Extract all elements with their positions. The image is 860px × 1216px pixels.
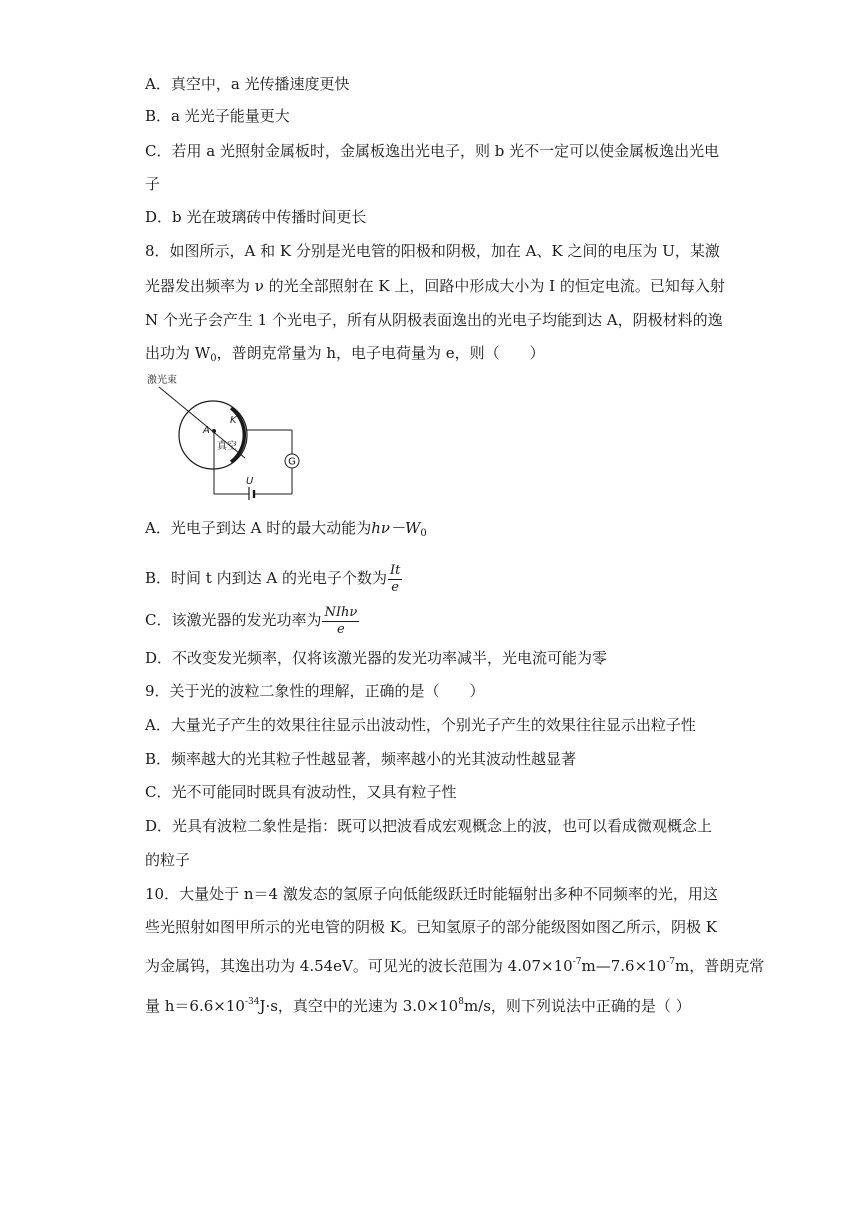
q8-option-b	[145, 560, 725, 596]
q8-option-a-expr: hν－W	[371, 519, 421, 537]
q9-option-d-line1: D．光具有波粒二象性是指：既可以把波看成宏观概念上的波，也可以看成微观概念上	[145, 817, 713, 835]
q9-stem: 9．关于光的波粒二象性的理解，正确的是（ ）	[145, 682, 485, 700]
q7-option-c-line2: 子	[145, 175, 161, 193]
q10-stem-line3	[145, 952, 765, 976]
q8-stem-line4-b: ，普朗克常量为 h，电子电荷量为 e，则（ ）	[216, 344, 545, 362]
q10-stem-line3-b: m—7.6×10	[581, 957, 667, 975]
q8-option-a-expr-sub: 0	[420, 528, 427, 539]
laser-beam-label: 激光束	[147, 375, 177, 386]
q10-stem-line3-c: m，普朗克常	[675, 957, 765, 975]
q7-option-c-line1: C．若用 a 光照射金属板时，金属板逸出光电子，则 b 光不一定可以使金属板逸出光电	[145, 142, 720, 160]
a-label: A	[203, 425, 210, 436]
g-label: G	[288, 456, 296, 468]
q8-option-c-fraction	[322, 605, 359, 638]
q8-option-c	[145, 602, 725, 638]
q8-stem-line4	[145, 343, 725, 369]
q9-option-a: A．大量光子产生的效果往往显示出波动性，个别光子产生的效果往往显示出粒子性	[145, 716, 696, 734]
q9-option-d-line2: 的粒子	[145, 851, 191, 869]
q8-option-d: D．不改变发光频率，仅将该激光器的发光功率减半，光电流可能为零	[145, 649, 608, 667]
q8-option-c-text: C．该激光器的发光功率为	[145, 611, 322, 629]
q7-option-a: A．真空中，a 光传播速度更快	[145, 75, 350, 93]
k-label: K	[230, 415, 237, 426]
q8-option-a	[145, 518, 725, 544]
u-label: U	[246, 476, 254, 487]
q9-option-b: B．频率越大的光其粒子性越显著，频率越小的光其波动性越显著	[145, 750, 577, 768]
q10-stem-line4-c: m/s，则下列说法中正确的是（ ）	[463, 997, 691, 1015]
q10-stem-line3-sup1: -7	[572, 957, 582, 967]
q8-stem-line4-sub: 0	[210, 353, 217, 364]
q10-stem-line4	[145, 992, 725, 1016]
q10-stem-line3-a: 为金属钨，其逸出功为 4.54eV。可见光的波长范围为 4.07×10	[145, 957, 573, 975]
q7-option-d: D．b 光在玻璃砖中传播时间更长	[145, 208, 367, 226]
q9-option-c: C．光不可能同时既具有波动性，又具有粒子性	[145, 783, 457, 801]
q7-option-b: B．a 光光子能量更大	[145, 107, 290, 125]
q8-option-b-numerator: It	[389, 562, 401, 578]
q8-stem-line2: 光器发出频率为 ν 的光全部照射在 K 上，回路中形成大小为 I 的恒定电流。已知每入射	[145, 277, 725, 295]
q8-option-b-denominator: e	[391, 579, 399, 595]
q10-stem-line4-sup1: -34	[244, 997, 260, 1007]
q10-stem-line2: 些光照射如图甲所示的光电管的阴极 K。已知氢原子的部分能级图如图乙所示，阴极 K	[145, 918, 717, 936]
q8-option-b-text: B．时间 t 内到达 A 的光电子个数为	[145, 569, 387, 587]
q8-option-c-denominator: e	[337, 621, 345, 637]
q10-stem-line3-sup2: -7	[666, 957, 675, 967]
q8-stem-line4-a: 出功为 W	[145, 344, 211, 362]
q10-stem-line4-sup2: 8	[458, 997, 464, 1007]
q10-stem-line4-a: 量 h＝6.6×10	[145, 997, 245, 1015]
q10-stem-line4-b: J·s，真空中的光速为 3.0×10	[259, 997, 459, 1015]
q10-stem-line1: 10．大量处于 n＝4 激发态的氢原子向低能级跃迁时能辐射出多种不同频率的光，用这	[145, 885, 718, 903]
q8-option-a-text: A．光电子到达 A 时的最大动能为	[145, 519, 372, 537]
q8-option-b-fraction	[388, 563, 402, 596]
q8-option-c-numerator: NIhν	[324, 604, 358, 620]
q8-stem-line1: 8．如图所示，A 和 K 分别是光电管的阳极和阴极，加在 A、K 之间的电压为 U，某激	[145, 242, 720, 260]
vacuum-label: 真空	[217, 441, 237, 452]
q8-stem-line3: N 个光子会产生 1 个光电子，所有从阴极表面逸出的光电子均能到达 A，阴极材料的逸	[145, 311, 723, 329]
photocell-circuit-figure	[145, 370, 305, 500]
